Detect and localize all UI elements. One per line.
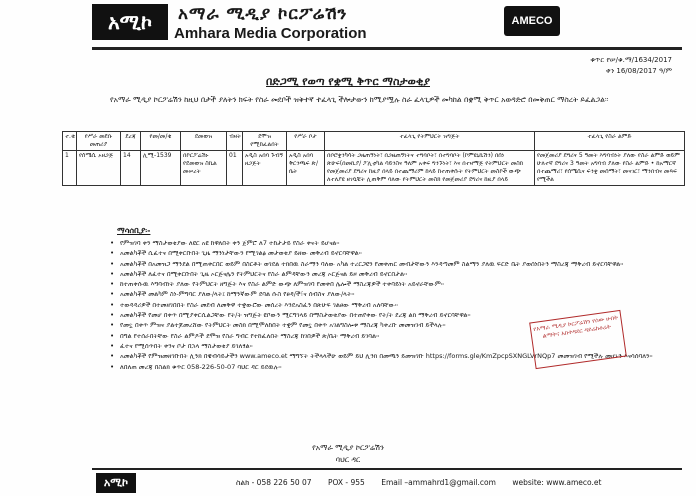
header-cell: ተፈላጊ የስራ ልምድ xyxy=(535,132,685,151)
signature-city: ባህር ዳር xyxy=(335,455,361,464)
list-item: • አመልካቾች የመሆ በቀጥ በሚያቀርሲልጋቸው የት/ት ዝግጅት ዩቦውን ሚርግገላይ በማስታወቂያው በተጠየቀው የት/ት ደረጃ ልክ ማቅረብ ይኖርባቸዋል፡፡ xyxy=(110,310,680,320)
header-cell: የሥራ መደቡ መጠሪያ xyxy=(77,132,121,151)
org-name-amharic: አማራ ሚዲያ ኮርፖሬሽን xyxy=(178,4,348,24)
pay-place: አዲስ አበባ ጉብኝ ዘጋጅት xyxy=(243,151,287,186)
position-title: የሰሜሲ ኦዘጋጅ xyxy=(77,151,121,186)
header-cell: ደመወዝ xyxy=(181,132,227,151)
footer-phone: ስልክ - 058 226 50 07 xyxy=(236,478,312,487)
grade: 14 xyxy=(121,151,141,186)
ameco-brand-logo: AMECO xyxy=(504,6,560,36)
list-item: • ለበለጠ መረጃ በስልክ ቁጥር 058-226-50-07 ባህር ዳር ይደዉሉ፡፡ xyxy=(110,362,680,372)
header-cell: የሥራ ቦታ xyxy=(287,132,325,151)
intro-paragraph: የአማራ ሚዲያ ኮርፖሬሽን ከዚህ በታች ያለትን ክፍት የስራ መደቦች ዝቅተኛ ተፈላጊ ችሎታውን ከሚያሟሉ ስራ ፈላጊዎች መካከል በቋሚ ቅጥር አወዳድሮ በመቅጠር ማስረት ይፈልጋል፡፡ xyxy=(110,95,609,104)
header-cell: ብዛት xyxy=(227,132,243,151)
header-cell: ደረጃ xyxy=(121,132,141,151)
vacancy-table xyxy=(62,131,685,186)
footer-rule xyxy=(92,468,682,470)
table-row xyxy=(63,151,685,186)
footer-website[interactable]: website: www.ameco.et xyxy=(512,478,602,487)
list-item: • አመልካቾች የምዝመዘገቡበት ሊንክ በዌብሳይታችን www.ameco.et ማግኘት ትችላላችሁ ወይም ይህ ሊንክ በመጫን ይመዝገቡ https://forms.gle/KmZpcpSXNGLVrNQp7 መመዝገብ የሚችሉ መሆኑን እናሳሰባለን፡፡ xyxy=(110,351,680,361)
job-code: ሊሚ-1539 xyxy=(141,151,181,186)
corporation-logo: አሚኮ xyxy=(92,4,168,40)
page-title: በድጋሚ የወጣ የቋሚ ቅጥር ማስታወቂያ xyxy=(266,75,430,88)
list-item: • ተወዳዳሪዎች በተመዘገበበት የስራ መደብ ለመቅዋ ተቋውሮው መሰረት እንደአስፈን በጽሁፍ ገልፀው ማቅረብ አለባቸው፡፡ xyxy=(110,300,680,310)
list-item: • አመልካቾች መልካም ስነ-ምግባር ያለው/ላት፤ ከማንኛውም ደባል ሱስ የፀዳ/ች፣ና ሰብስና ያለው/ላት፡፡ xyxy=(110,289,680,299)
experience-requirement: የመጀመሪያ ደግሪና 5 ዓመት እግባብነት ያለው የስራ ልምድ ወይም ሁለተኛ ደግሪና 3 ዓመት አግባብ ያለው የስራ ልምድ • ከአማርኛ በተጨማሪ፣ የሰሜሲና ፍንቋ መሰማት፣ መናገር፣ ማንበብና መጻፍ የሚችል xyxy=(535,151,685,186)
header-cell: ተፈላጊ የትምህርት ዝግጅት xyxy=(325,132,535,151)
row-number: 1 xyxy=(63,151,77,186)
signature-org: የአማራ ሚዲያ ኮርፖሬሽን xyxy=(312,443,384,452)
reference-number: ቁጥር የሠ/ቁ.ማ/1634/2017 xyxy=(590,56,672,64)
list-item: • አመልካቾች ሲፈተና በሚቀርቡበት ጊዜ ማንነታቸውን የሚገልፅ መታወቂያ ይዘው መቅረብ ይኖርባቸዋል፡፡ xyxy=(110,248,680,258)
list-item: • ፈተና የሚሰጥበት ቀንና ቦታ በኋላ ማስታወቂያ ይገለፃል፡፡ xyxy=(110,341,680,351)
header-cell: ተ.ቁ xyxy=(63,132,77,151)
header-rule xyxy=(92,47,682,50)
footer-email[interactable]: Email –ammahrd1@gmail.com xyxy=(381,478,496,487)
list-item: • የምዝገባ ቀን ማስታወቂያው ለዩር አዩ ከዋለበት ቀን ጀምሮ ለ7 ተከታታይ የስራ ቀናት ይሆናል፡፡ xyxy=(110,238,680,248)
table-header-row xyxy=(63,132,685,151)
salary: በኮርፖሬሽኑ የደመወዝ ስኬል መሠረት xyxy=(181,151,227,186)
header-cell: የመ/መ/ቁ xyxy=(141,132,181,151)
list-item: • የመኗ በቀጥ ምዝና ያልተጆመረሸው የትምህርት መስክ በሚሞለከበት ተቋም የመኗ በቀጥ አገልግስሎቱ ማስረጃ ካቀረቡ መመዝገብ ይችላሉ፡፡ xyxy=(110,320,680,330)
work-place: አዲስ አበባ ቅርንጫፍ ጽ/ቤት xyxy=(287,151,325,186)
notice-title: ማሳሰቢያ፡- xyxy=(117,226,151,235)
list-item: • አመልካቾች ለፈተና በሚቀርቡበት ጊዜ ኦርጅናሌን የትምህርትና የስራ ልምዳቸውን መረጃ ኦርጅናል ይዞ መቅረብ ይኖርበታል፡፡ xyxy=(110,269,680,279)
vacancy-count: 01 xyxy=(227,151,243,186)
org-name-english: Amhara Media Corporation xyxy=(174,25,367,42)
list-item: • ከተጠቀሱዉ እግባብነት ያለው የትምህርት ዘግጅት እና የስራ ልምድ ውጭ ለምዝገባ የመቀበ ሌሎች ማስረጃዎች ተቀባይነት አይኖራቸውም፡፡ xyxy=(110,279,680,289)
list-item: • በግል የተሰራበትቸው የስራ ልምዶች ደሞዝ የስራ ግብር የተከፈለበት ማስረጃ ከገበዎች ጽ/ቤት ማቅረብ ይገባል፡፡ xyxy=(110,331,680,341)
footer-pobox: POX - 955 xyxy=(327,478,365,487)
footer-contacts xyxy=(236,478,615,488)
education-requirement: በቦሮቋንካሳት ጋዜጠኝነት፣ በጋዜጠኝነትና ተግባቦት፣ በተግባቦት (ኮምዩኒኬሽን) በሰነ ጽሁፍ(በመኪያ/ ፖሊቲካል ሳይንስና ዓለም አቀፍ ግንኙነት፣ እና በተዛማጅ የትምህርት መስክ የመጀመሪያ ደግሪና ከዚያ በላይ በተጨማሪም ከላይ ከተጠቀሱት የትምህርት መስኮች ውጭ ለተለያዩ ዘገቧቹት ሊጠቅም ባለው የትምህርት መስክ የመጀመሪያ ደግሪና ከዚያ በላይ xyxy=(325,151,535,186)
reference-date: ቀን 16/08/2017 ዓ/ም xyxy=(605,67,672,75)
footer-logo: አሚኮ xyxy=(96,473,136,493)
header-cell: ደሞዝ የሚከፈልበት xyxy=(243,132,287,151)
official-stamp: የአማራ ሚዲያ ኮርፖሬሽን የሰው ሀብት ልማትና አስተዳደር ዳይሬክቶሬት xyxy=(529,310,627,369)
list-item: • አመልካቾች በአመዝጋ ማንደል በሚጠቀርበር ወይም በስርቶት ወገደል ተክበዉ ስራማን ባለው አካል ተረርጋዩን የመቀጠር መብታቸውን እንዳጣመም ስልማን ያለዉ ፍርድ ቤት ያወሰነበትን ማስረጃ ማቅረብ ይኖርባቸዋል፡፡ xyxy=(110,259,680,269)
